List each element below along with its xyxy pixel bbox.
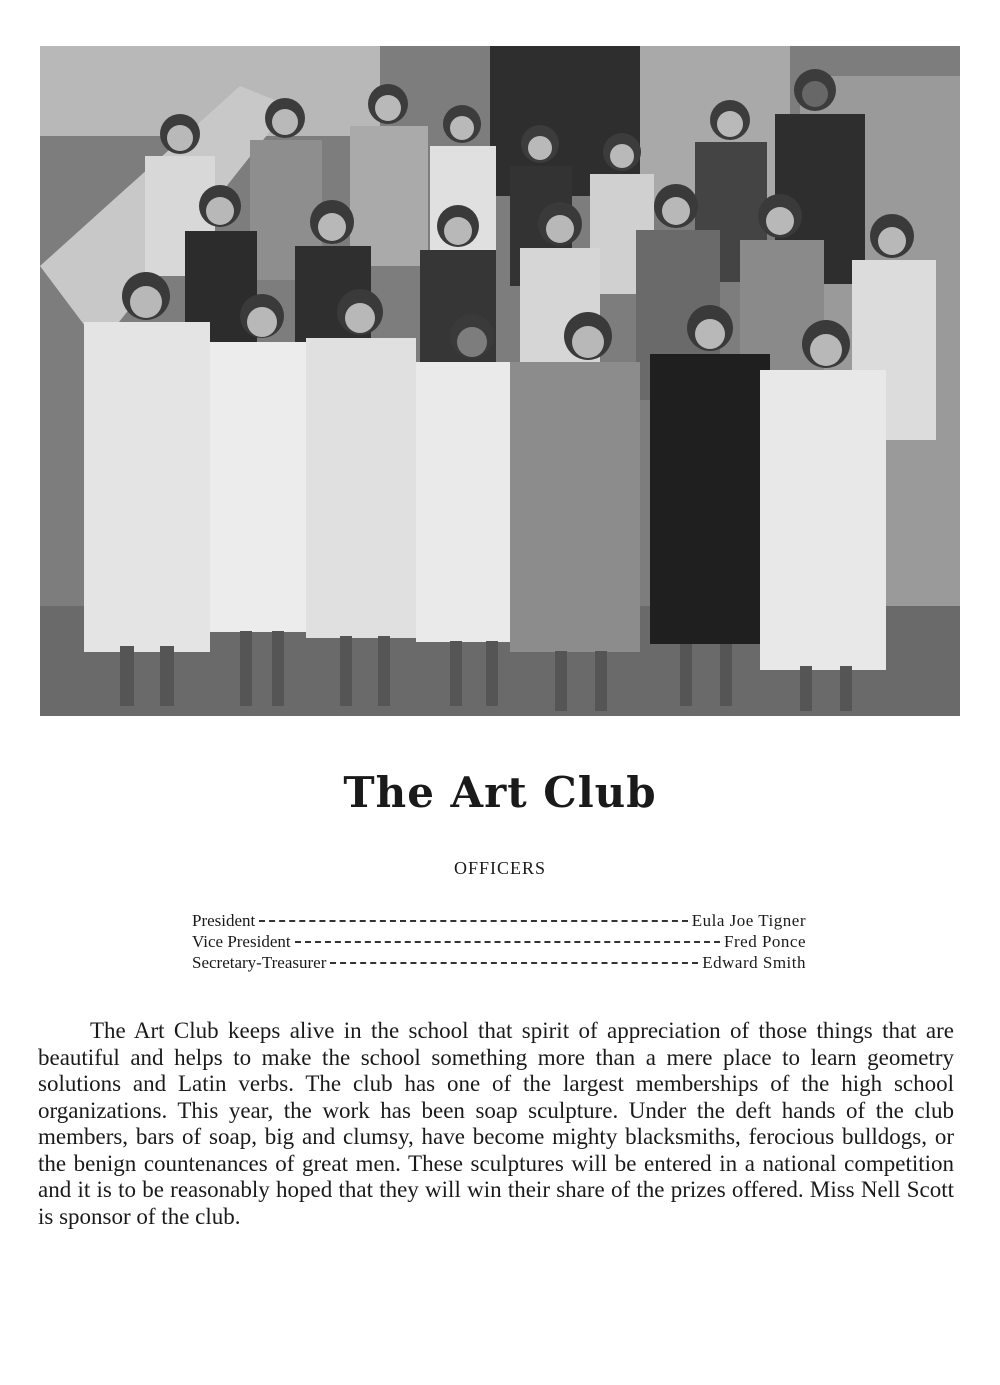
dotted-leader xyxy=(330,962,698,964)
officer-role: President xyxy=(192,911,256,930)
group-photo xyxy=(40,46,960,716)
page-title: The Art Club xyxy=(343,768,657,817)
dotted-leader xyxy=(259,920,687,922)
officer-role: Vice President xyxy=(192,932,291,951)
officer-name: Edward Smith xyxy=(702,953,806,972)
dotted-leader xyxy=(295,941,720,943)
officers-list xyxy=(192,910,806,973)
officer-name: Fred Ponce xyxy=(724,932,806,951)
officer-row-vice-president xyxy=(192,931,806,952)
officer-name: Eula Joe Tigner xyxy=(691,911,806,930)
officers-heading: OFFICERS xyxy=(453,858,547,878)
officer-role: Secretary-Treasurer xyxy=(192,953,327,972)
officer-row-president xyxy=(192,910,806,931)
group-photo-illustration xyxy=(40,46,960,716)
officer-row-secretary-treasurer xyxy=(192,952,806,973)
body-paragraph: The Art Club keeps alive in the school that spirit of appreciation of those things that are beautiful and helps to make the school something more than a mere place to learn geometry solutions and Latin verbs. The club has one of the largest memberships of the high school organizations. This year, the work has been soap sculpture. Under the deft hands of the club members, bars of soap, big and clumsy, have become mighty blacksmiths, ferocious bulldogs, or the benign countenances of great men. These sculptures will be entered in a national competition and it is to be reasonably hoped that they will win their share of the prizes offered. Miss Nell Scott is sponsor of the club. xyxy=(38,1018,954,1229)
